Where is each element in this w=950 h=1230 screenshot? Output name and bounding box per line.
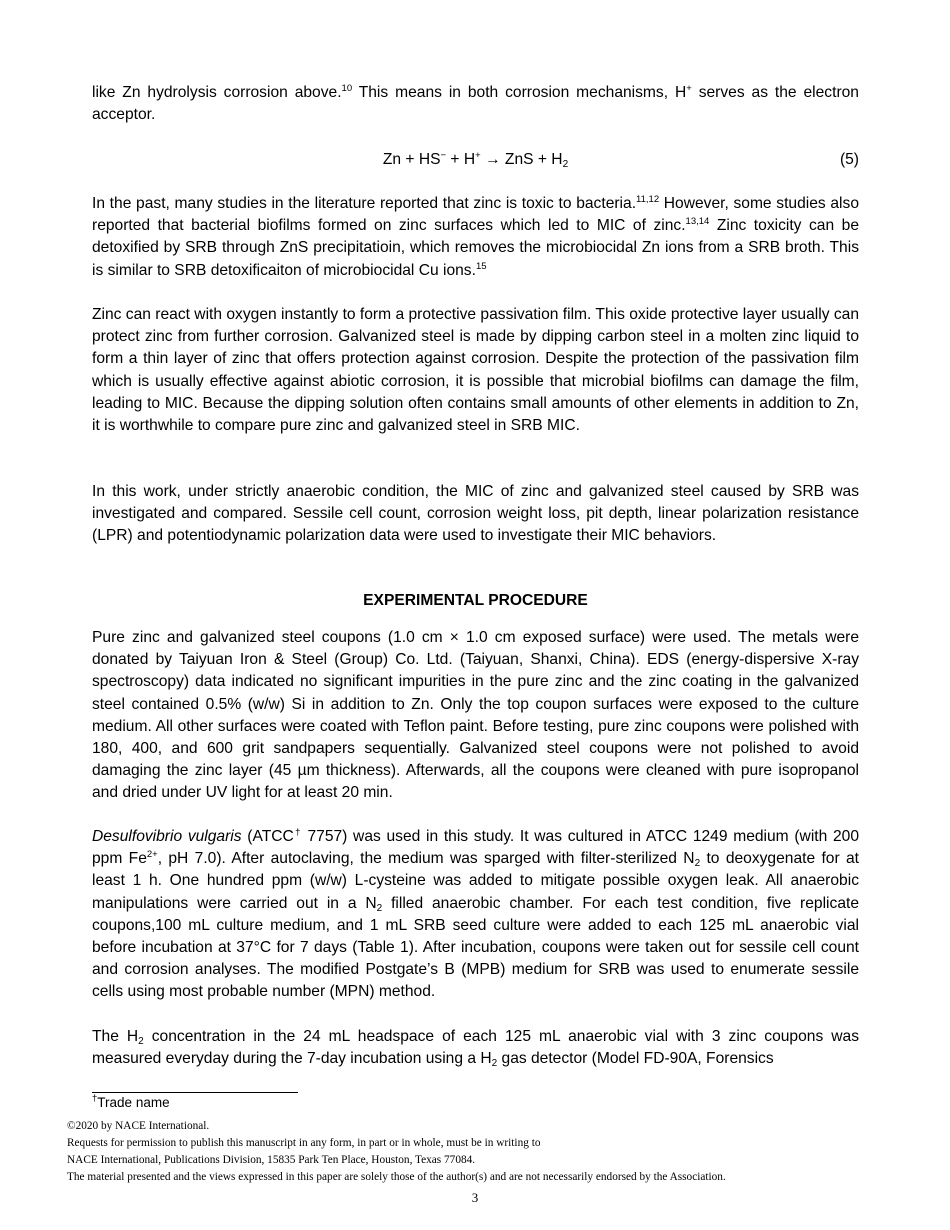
- equation-5: [92, 149, 859, 173]
- paragraph-zinc-toxicity: In the past, many studies in the literature reported that zinc is toxic to bacteria.$^{11,12}$ However, some studies also reported that bacterial biofilms formed on zinc surfaces which led to MIC of zinc.$^{13,14}$ Zinc toxicity can be detoxified by SRB through ZnS precipitatioin, which removes the microbiocidal Zn ions from a SRB broth. This is similar to SRB detoxificaiton of microbiocidal Cu ions.$^{15}$: [92, 194, 859, 279]
- paragraph-this-work: In this work, under strictly anaerobic condition, the MIC of zinc and galvanized steel caused by SRB was investigated and compared. Sessile cell count, corrosion weight loss, pit depth, linear polarization resistance (LPR) and potentiodynamic polarization data were used to investigate their MIC behaviors.: [92, 483, 859, 545]
- footnote-divider: [92, 1092, 298, 1093]
- paragraph-continued: like Zn hydrolysis corrosion above.$^{10}$ This means in both corrosion mechanisms, H+ serves as the electron acceptor.: [92, 83, 859, 124]
- citation-ref: 13,14: [685, 216, 710, 228]
- equation-body: Zn + HS− + H+ → ZnS + $H_2$: [382, 150, 569, 170]
- paragraph-passivation: Zinc can react with oxygen instantly to form a protective passivation film. This oxide protective layer usually can protect zinc from further corrosion. Galvanized steel is made by dipping carbon steel in a molten zinc liquid to form a thin layer of zinc that offers protection against corrosion. Despite the protection of the passivation film which is usually effective against abiotic corrosion, it is possible that microbial biofilms can damage the film, leading to MIC. Because the dipping solution often contains small amounts of other elements in addition to Zn, it is worthwhile to compare pure zinc and galvanized steel in SRB MIC.: [92, 306, 859, 435]
- citation-ref: 15: [475, 260, 487, 272]
- equation-number: (5): [839, 151, 859, 168]
- paragraph-coupons: Pure zinc and galvanized steel coupons (1.0 cm × 1.0 cm exposed surface) were used. The metals were donated by Taiyuan Iron & Steel (Group) Co. Ltd. (Taiyuan, Shanxi, China). EDS (energy-dispersive X-ray spectroscopy) data indicated no significant impurities in the pure zinc and the zinc coating in the galvanized steel contained 0.5% (w/w) Si in addition to Zn. Only the top coupon surfaces were exposed to the culture medium. All other surfaces were coated with Teflon paint. Before testing, pure zinc coupons were polished with 180, 400, and 600 grit sandpapers sequentially. Galvanized steel coupons were not polished to avoid damaging the zinc layer (45 µm thickness). Afterwards, all the coupons were cleaned with pure isopropanol and dried under UV light for at least 20 min.: [92, 629, 859, 802]
- footnote: †Trade name: [92, 1093, 170, 1110]
- page-number: 3: [471, 1190, 479, 1205]
- citation-ref: 10: [341, 83, 353, 94]
- citation-ref: 11,12: [636, 194, 660, 205]
- paragraph-srb-culture: Desulfovibrio vulgaris (ATCC† 7757) was used in this study. It was cultured in ATCC 1249 medium (with 200 ppm $Fe^{2+}$, pH 7.0). After autoclaving, the medium was sparged with filter-sterilized $N_2$ to deoxygenate for at least 1 h. One hundred ppm (w/w) L-cysteine was added to mitigate possible oxygen leak. All anaerobic manipulations were carried out in a $N_2$ filled anaerobic chamber. For each test condition, five replicate coupons,100 mL culture medium, and 1 mL SRB seed culture were added to each 125 mL anaerobic vial before incubation at 37°C for 7 days (Table 1). After incubation, coupons were taken out for sessile cell count and corrosion analyses. The modified Postgate’s B (MPB) medium for SRB was used to enumerate sessile cells using most probable number (MPN) method.: [92, 827, 860, 1001]
- copyright-notice: ©2020 by NACE International. Requests for permission to publish this manuscript in any form, in part or in whole, must be in writing to NACE International, Publications Division, 15835 Park Ten Place, Houston, Texas 77084. The material presented and the views expressed in this paper are solely those of the author(s) and are not necessarily endorsed by the Association.: [67, 1120, 726, 1184]
- paragraph-h2-measurement: The $H_2$ concentration in the 24 mL headspace of each 125 mL anaerobic vial with 3 zinc coupons was measured everyday during the 7-day incubation using a $H_2$ gas detector (Model FD-90A, Forensics: [92, 1028, 860, 1070]
- species-name: Desulfovibrio vulgaris: [92, 828, 242, 845]
- section-heading: EXPERIMENTAL PROCEDURE: [363, 592, 588, 609]
